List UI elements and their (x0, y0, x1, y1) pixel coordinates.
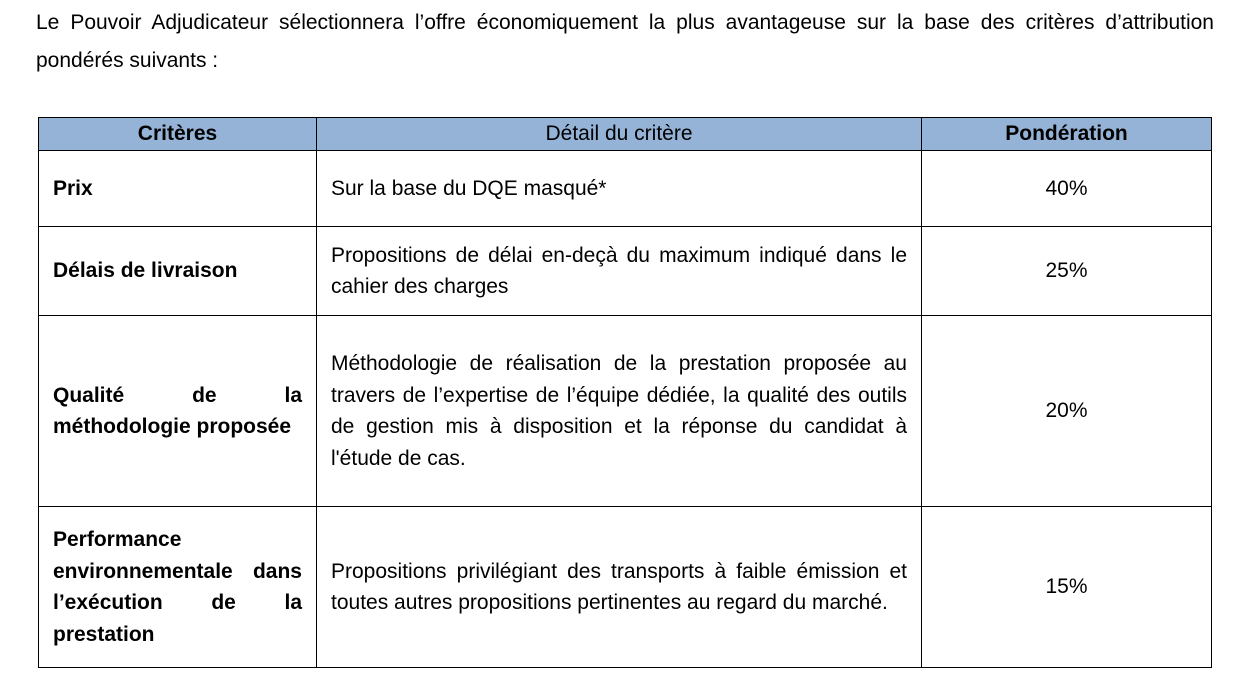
header-detail: Détail du critère (317, 118, 922, 151)
intro-paragraph (36, 4, 1214, 80)
table-row (39, 227, 1212, 316)
weight-cell: 20% (922, 316, 1212, 507)
detail-cell: Méthodologie de réalisation de la prestation proposée au travers de l’expertise de l’équipe dédiée, la qualité des outils de gestion mis à disposition et la réponse du candidat à l'étude de cas. (317, 316, 922, 507)
header-weight: Pondération (922, 118, 1212, 151)
criterion-cell: Qualité de la méthodologie proposée (39, 316, 317, 507)
criterion-cell: Délais de livraison (39, 227, 317, 316)
detail-cell: Sur la base du DQE masqué* (317, 151, 922, 227)
criterion-cell: Prix (39, 151, 317, 227)
criteria-table (38, 117, 1212, 668)
intro-line-1: Le Pouvoir Adjudicateur sélectionnera l’offre économiquement la plus avantageuse sur la base des critères (36, 11, 1095, 34)
intro-line-2: d’attribution pondérés suivants : (36, 11, 1214, 72)
detail-cell: Propositions privilégiant des transports à faible émission et toutes autres propositions pertinentes au regard du marché. (317, 507, 922, 668)
header-criteria: Critères (39, 118, 317, 151)
weight-cell: 40% (922, 151, 1212, 227)
weight-cell: 25% (922, 227, 1212, 316)
table-row (39, 507, 1212, 668)
weight-cell: 15% (922, 507, 1212, 668)
criterion-cell: Performance environnementale dans l’exécution de la prestation (39, 507, 317, 668)
table-row (39, 316, 1212, 507)
detail-cell: Propositions de délai en-deçà du maximum indiqué dans le cahier des charges (317, 227, 922, 316)
table-header-row (39, 118, 1212, 151)
table-row (39, 151, 1212, 227)
